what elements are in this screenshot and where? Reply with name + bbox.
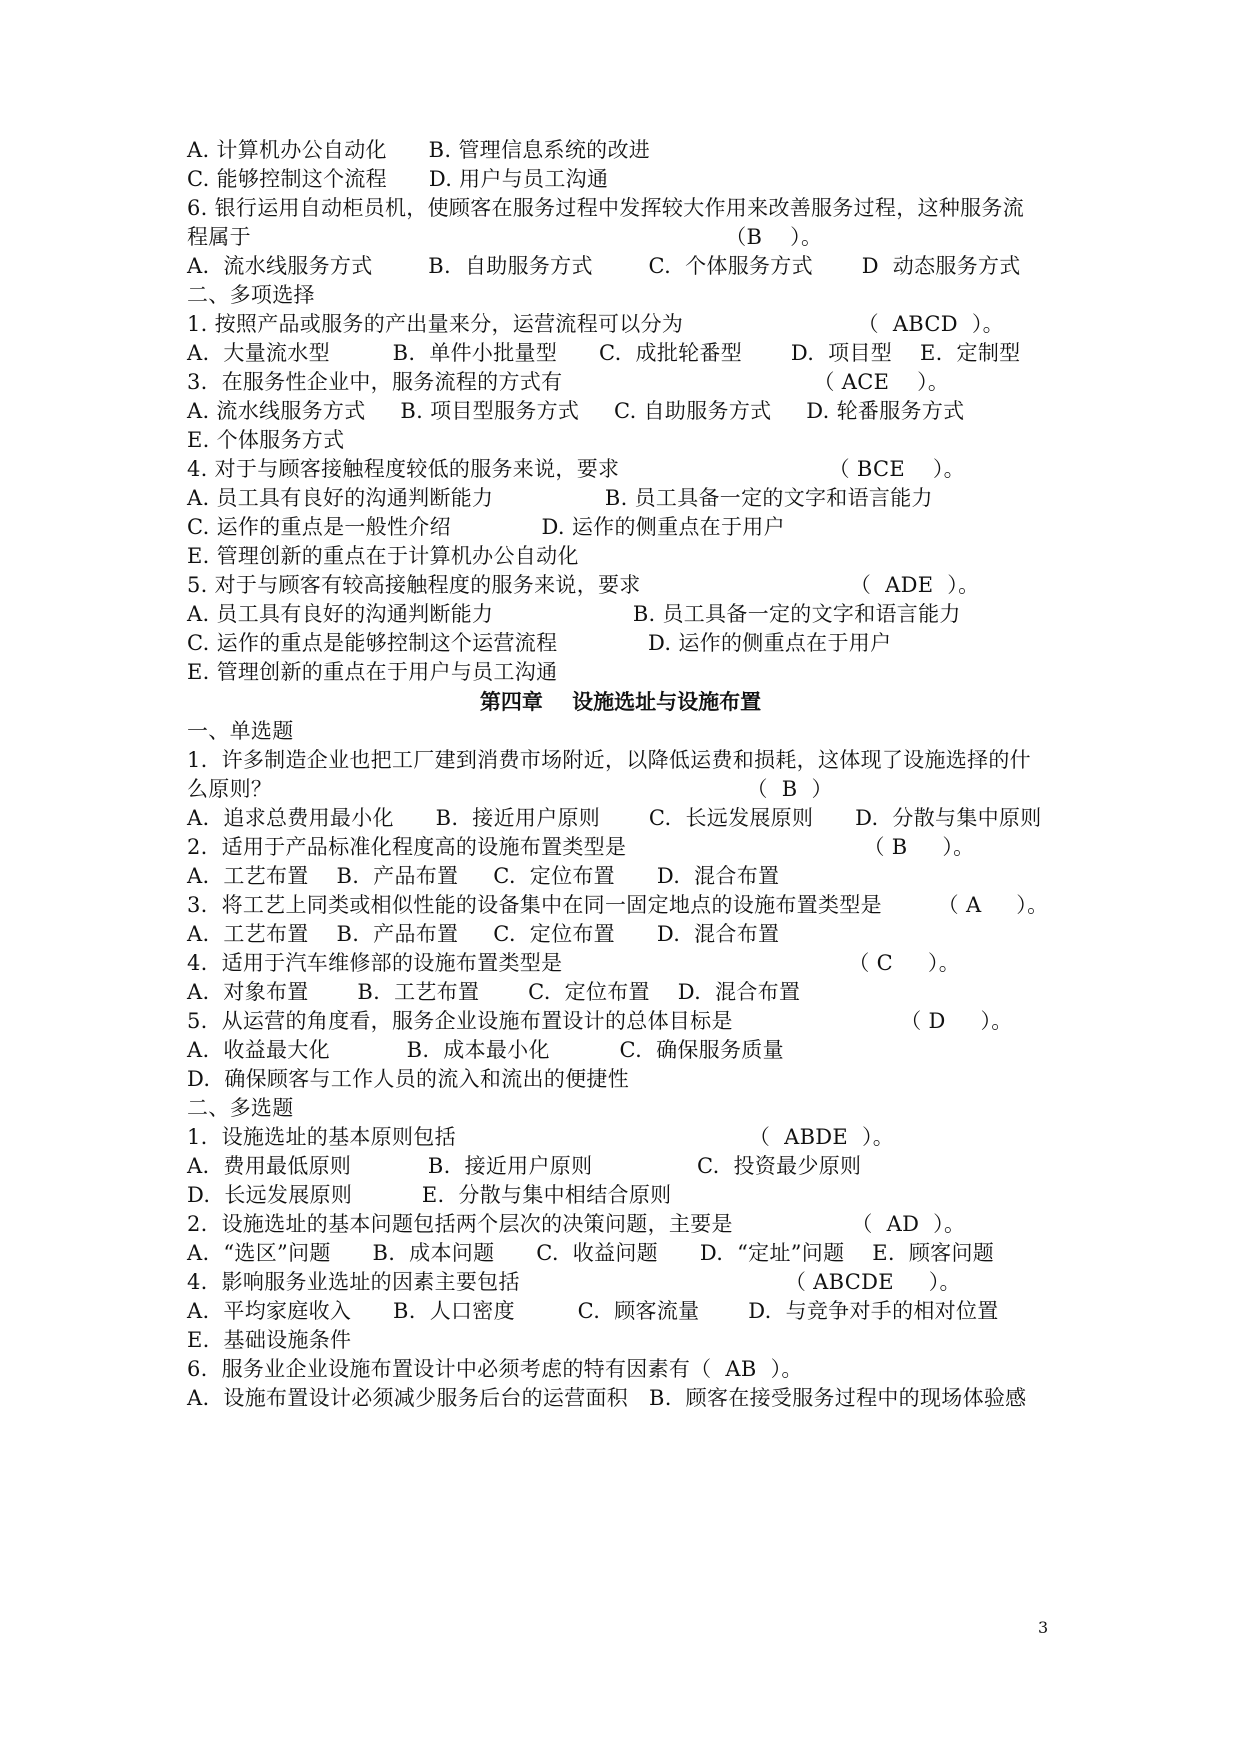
text-line: 4. 影响服务业选址的因素主要包括 （ ABCDE ）。 [187, 1270, 961, 1294]
text-line: A. 对象布置 B. 工艺布置 C. 定位布置 D. 混合布置 [187, 980, 801, 1004]
text-line: 二、多项选择 [187, 283, 315, 307]
text-line: 5. 对于与顾客有较高接触程度的服务来说，要求 （ ADE ）。 [187, 573, 980, 597]
text-line: A. 收益最大化 B. 成本最小化 C. 确保服务质量 [187, 1038, 784, 1062]
text-line: C. 能够控制这个流程 D. 用户与员工沟通 [187, 167, 609, 191]
text-line: 1. 按照产品或服务的产出量来分，运营流程可以分为 （ ABCD ）。 [187, 312, 1004, 336]
text-line: A. 计算机办公自动化 B. 管理信息系统的改进 [187, 138, 651, 162]
text-line: A. 平均家庭收入 B. 人口密度 C. 顾客流量 D. 与竞争对手的相对位置 [187, 1299, 999, 1323]
text-line: 二、多选题 [187, 1096, 294, 1120]
text-line: 1. 设施选址的基本原则包括 （ ABDE ）。 [187, 1125, 895, 1149]
text-line: E. 个体服务方式 [187, 428, 345, 452]
text-line: A. 员工具有良好的沟通判断能力 B. 员工具备一定的文字和语言能力 [187, 602, 961, 626]
text-line: 5. 从运营的角度看，服务企业设施布置设计的总体目标是 （ D ）。 [187, 1009, 1013, 1033]
text-line: 2. 设施选址的基本问题包括两个层次的决策问题，主要是 （ AD ）。 [187, 1212, 966, 1236]
text-line: 1. 许多制造企业也把工厂建到消费市场附近，以降低运费和损耗，这体现了设施选择的什 [187, 748, 1031, 772]
text-line: A. 追求总费用最小化 B. 接近用户原则 C. 长远发展原则 D. 分散与集中原则 [187, 806, 1042, 830]
text-line: 3. 将工艺上同类或相似性能的设备集中在同一固定地点的设施布置类型是 （ A ）。 [187, 893, 1049, 917]
text-line: A. 大量流水型 B. 单件小批量型 C. 成批轮番型 D. 项目型 E. 定制型 [187, 341, 1021, 365]
text-line: 3. 在服务性企业中，服务流程的方式有 （ ACE ）。 [187, 370, 950, 394]
text-line: D. 确保顾客与工作人员的流入和流出的便捷性 [187, 1067, 630, 1091]
text-line: A. “选区”问题 B. 成本问题 C. 收益问题 D. “定址”问题 E. 顾客问题 [187, 1241, 995, 1265]
text-line: A. 流水线服务方式 B. 项目型服务方式 C. 自助服务方式 D. 轮番服务方式 [187, 399, 965, 423]
page-number: 3 [1038, 1618, 1049, 1637]
text-line: 程属于 （B ）。 [187, 225, 823, 249]
text-line: 4. 对于与顾客接触程度较低的服务来说，要求 （ BCE ）。 [187, 457, 965, 481]
text-line: A. 工艺布置 B. 产品布置 C. 定位布置 D. 混合布置 [187, 864, 780, 888]
text-line: 么原则？ （ B ） [187, 777, 833, 801]
text-line: 4. 适用于汽车维修部的设施布置类型是 （ C ）。 [187, 951, 960, 975]
text-line: A. 工艺布置 B. 产品布置 C. 定位布置 D. 混合布置 [187, 922, 780, 946]
text-line: A. 费用最低原则 B. 接近用户原则 C. 投资最少原则 [187, 1154, 862, 1178]
text-line: E. 管理创新的重点在于用户与员工沟通 [187, 660, 558, 684]
text-line: A. 设施布置设计必须减少服务后台的运营面积 B. 顾客在接受服务过程中的现场体验感 [187, 1386, 1027, 1410]
text-line: 6. 服务业企业设施布置设计中必须考虑的特有因素有（ AB ）。 [187, 1357, 803, 1381]
text-line: 一、单选题 [187, 719, 294, 743]
text-line: E. 管理创新的重点在于计算机办公自动化 [187, 544, 579, 568]
text-line: A. 流水线服务方式 B. 自助服务方式 C. 个体服务方式 D 动态服务方式 [187, 254, 1021, 278]
chapter-title: 第四章 设施选址与设施布置 [479, 689, 762, 714]
text-line: 2. 适用于产品标准化程度高的设施布置类型是 （ B ）。 [187, 835, 975, 859]
text-line: 6. 银行运用自动柜员机，使顾客在服务过程中发挥较大作用来改善服务过程，这种服务流 [187, 196, 1025, 220]
text-line: C. 运作的重点是一般性介绍 D. 运作的侧重点在于用户 [187, 515, 785, 539]
text-line: A. 员工具有良好的沟通判断能力 B. 员工具备一定的文字和语言能力 [187, 486, 933, 510]
text-line: D. 长远发展原则 E. 分散与集中相结合原则 [187, 1183, 672, 1207]
text-line: C. 运作的重点是能够控制这个运营流程 D. 运作的侧重点在于用户 [187, 631, 892, 655]
text-line: E. 基础设施条件 [187, 1328, 352, 1352]
